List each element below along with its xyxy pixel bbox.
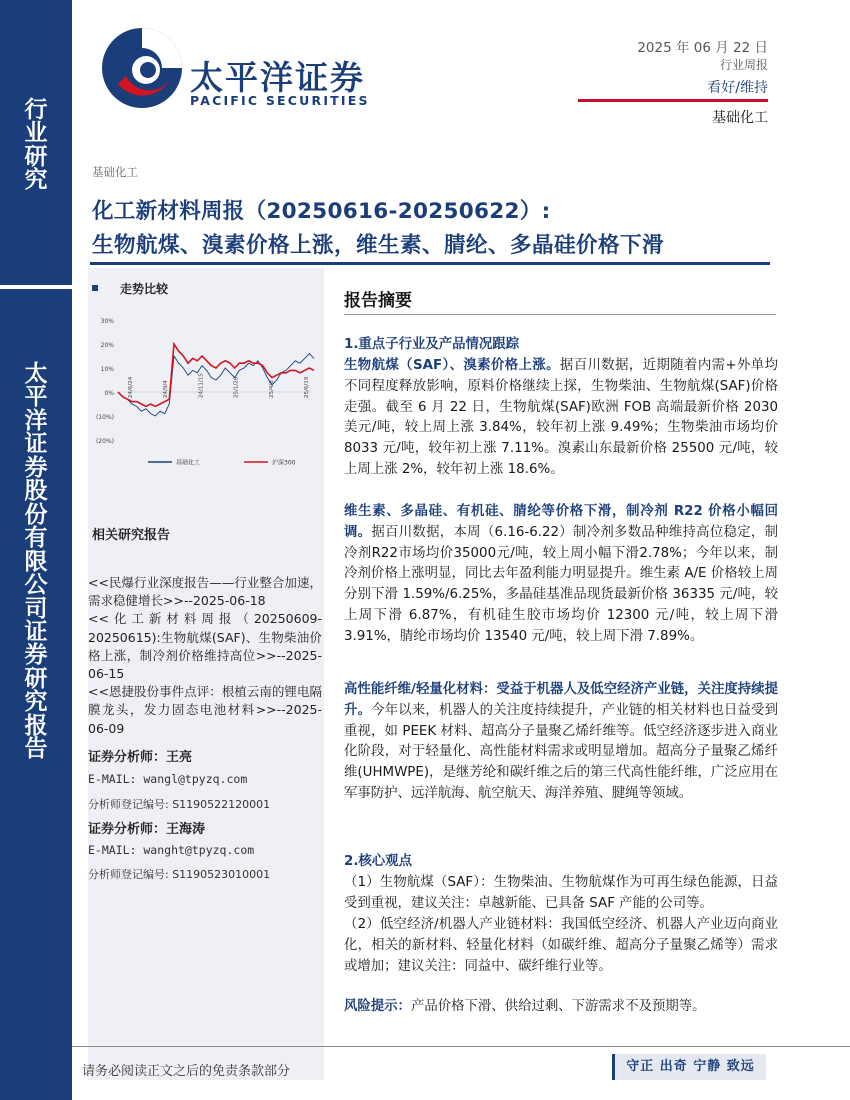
sidebar-char: 研: [24, 142, 48, 170]
sidebar-char: 股: [24, 477, 48, 505]
risk-warning: [344, 997, 778, 1018]
sector-label: 基础化工: [712, 110, 768, 126]
sector-small: 基础化工: [92, 165, 138, 179]
trend-chart: [92, 310, 320, 478]
summary-heading-1: 1.重点子行业及产品情况跟踪: [344, 337, 520, 352]
sidebar-char: 有: [24, 524, 48, 552]
legend-label: 沪深300: [272, 459, 296, 467]
x-tick-label: 25/6/19: [304, 376, 310, 398]
analyst-name: 证券分析师：王亮: [88, 750, 193, 765]
footer-disclaimer: 请务必阅读正文之后的免责条款部分: [82, 1064, 291, 1079]
analyst-reg-number: 分析师登记编号: S1190523010001: [88, 868, 271, 881]
paragraph-text: 据百川数据，本周（6.16-6.22）制冷剂多数品种维持高位稳定，制冷剂R22市场均价35000元/吨，较上周小幅下滑2.78%；今年以来，制冷剂价格上涨明显，同比去年盈利能力明显提升。维生素 A/E 价格较上周分别下滑 1.59%/6.25%，多晶硅基准品现货最新价格 36335 元/吨，较上周下滑 6.87%，有机硅生胶市场均价 12300 元/吨，较上周下滑 3.91%，腈纶市场均价 13540 元/吨，较上周下滑 7.89%。: [344, 524, 778, 644]
sidebar-char: 业: [24, 119, 48, 147]
sidebar-char: 究: [24, 688, 48, 716]
risk-label: 风险提示：: [344, 999, 411, 1014]
sidebar-char: 究: [24, 166, 48, 194]
section-marker: [92, 285, 98, 291]
sidebar-char: 券: [24, 641, 48, 669]
related-research-title: 相关研究报告: [92, 528, 171, 543]
core-view-1: （1）生物航煤（SAF）：生物柴油、生物航煤作为可再生绿色能源，日益受到重视，建议关注：卓越新能、已具备 SAF 产能的公司等。: [344, 875, 778, 911]
series-line-chemicals: [118, 354, 314, 416]
analyst-name: 证券分析师：王海涛: [88, 822, 206, 837]
sidebar-char: 平: [24, 383, 48, 411]
footer-motto: 守正 出奇 宁静 致远: [612, 1054, 766, 1080]
summary-rule: [344, 314, 776, 315]
y-tick-label: 30%: [100, 318, 114, 325]
sidebar-divider: [0, 285, 72, 289]
paragraph-highlight: 生物航煤（SAF）、溴素价格上涨。: [344, 358, 560, 373]
sidebar-char: 报: [24, 711, 48, 739]
y-tick-label: 10%: [100, 366, 114, 373]
summary-heading-2: 2.核心观点: [344, 854, 412, 869]
paragraph-highlight: 维生素、多晶硅、有机硅、腈纶等价格下滑，制冷剂 R22 价格小幅回调。: [344, 504, 778, 540]
x-tick-label: 24/9/4: [163, 380, 170, 398]
summary-title: 报告摘要: [344, 291, 412, 311]
analyst-reg-number: 分析师登记编号: S1190522120001: [88, 798, 271, 811]
y-tick-label: 0%: [104, 390, 114, 397]
sidebar-char: 证: [24, 430, 48, 458]
report-title-line2: 生物航煤、溴素价格上涨，维生素、腈纶、多晶硅价格下滑: [92, 233, 665, 258]
analyst-email[interactable]: E-MAIL: wangl@tpyzq.com: [88, 772, 248, 786]
y-tick-label: 20%: [100, 342, 114, 349]
sidebar-char: 份: [24, 500, 48, 528]
sidebar-char: 行: [24, 96, 48, 123]
analyst-email[interactable]: E-MAIL: wanght@tpyzq.com: [88, 843, 255, 857]
related-research-list: [88, 574, 322, 738]
paragraph-text: 今年以来，机器人的关注度持续提升，产业链的相关材料也日益受到重视，如 PEEK 材料、超高分子量聚乙烯纤维等。低空经济逐步进入商业化阶段，对于轻量化、高性能材料需求或明显增加。超高分子量聚乙烯纤维(UHMWPE)，是继芳纶和碳纤维之后的第三代高性能纤维，广泛应用在军事防护、远洋航海、航空航天、海洋养殖、腱绳等领域。: [344, 702, 779, 801]
sidebar-char: 太: [24, 360, 48, 387]
title-rule: [90, 262, 770, 265]
header-red-rule: [578, 99, 768, 102]
sidebar-char: 公: [24, 571, 48, 599]
core-view-2: （2）低空经济/机器人产业链材料：我国低空经济、机器人产业迈向商业化，相关的新材料、轻量化材料（如碳纤维、超高分子量聚乙烯等）需求或增加；建议关注：同益中、碳纤维行业等。: [344, 917, 778, 974]
rating: 看好/维持: [707, 80, 768, 96]
series-line-csi300: [118, 344, 314, 406]
x-tick-label: 25/4/8: [268, 380, 275, 398]
related-item[interactable]: <<化工新材料周报（20250609-20250615):生物航煤(SAF)、生物柴油价格上涨，制冷剂价格维持高位>>--2025-06-15: [88, 611, 322, 682]
sidebar-label-company: [0, 362, 72, 761]
logo-text-en: PACIFIC SECURITIES: [190, 93, 370, 108]
sidebar-char: 司: [24, 594, 48, 622]
sidebar-char: 券: [24, 453, 48, 481]
x-tick-label: 24/11/15: [198, 373, 205, 398]
logo-text-cn: 太平洋证券: [190, 58, 365, 97]
x-tick-label: 24/6/24: [128, 376, 134, 398]
related-item[interactable]: <<恩捷股份事件点评：根植云南的锂电隔膜龙头，发力固态电池材料>>--2025-06-09: [88, 684, 322, 736]
paragraph-highlight: 高性能纤维/轻量化材料：受益于机器人及低空经济产业链，关注度持续提升。: [344, 682, 778, 718]
sidebar-char: 研: [24, 664, 48, 692]
sidebar-label-industry-research: [0, 98, 72, 192]
related-item[interactable]: <<民爆行业深度报告——行业整合加速，需求稳健增长>>--2025-06-18: [88, 575, 322, 609]
footer-rule: [72, 1046, 850, 1047]
summary-paragraph-2: [344, 502, 778, 648]
trend-title: 走势比较: [120, 282, 169, 296]
report-type: 行业周报: [719, 58, 768, 72]
y-tick-label: (10%): [95, 414, 114, 421]
paragraph-text: 据百川数据，近期随着内需+外单均不同程度释放影响，原料价格继续上探，生物柴油、生物航煤(SAF)价格走强。截至 6 月 22 日，生物航煤(SAF)欧洲 FOB 高端最新价格 2030 美元/吨，较上周上涨 3.84%，较年初上涨 9.49%；生物柴油市场均价 8033 元/吨，较年初上涨 7.11%。溴素山东最新价格 25500 元/吨，较上周上涨 2%，较年初上涨 18.6%。: [344, 358, 778, 477]
sidebar-char: 洋: [24, 406, 48, 434]
risk-text: 产品价格下滑、供给过剩、下游需求不及预期等。: [410, 999, 706, 1014]
report-date: 2025 年 06 月 22 日: [637, 40, 768, 56]
x-tick-label: 25/1/26: [233, 376, 240, 398]
y-tick-label: (20%): [95, 438, 114, 445]
sidebar-char: 限: [24, 547, 48, 575]
sidebar-char: 告: [24, 735, 48, 763]
legend-label: 基础化工: [176, 459, 201, 467]
summary-paragraph-1: [344, 356, 778, 481]
pacific-logo-icon: [98, 24, 186, 112]
sidebar-char: 证: [24, 617, 48, 645]
summary-paragraph-3: [344, 680, 778, 805]
report-title-line1: 化工新材料周报（20250616-20250622）:: [92, 199, 551, 224]
